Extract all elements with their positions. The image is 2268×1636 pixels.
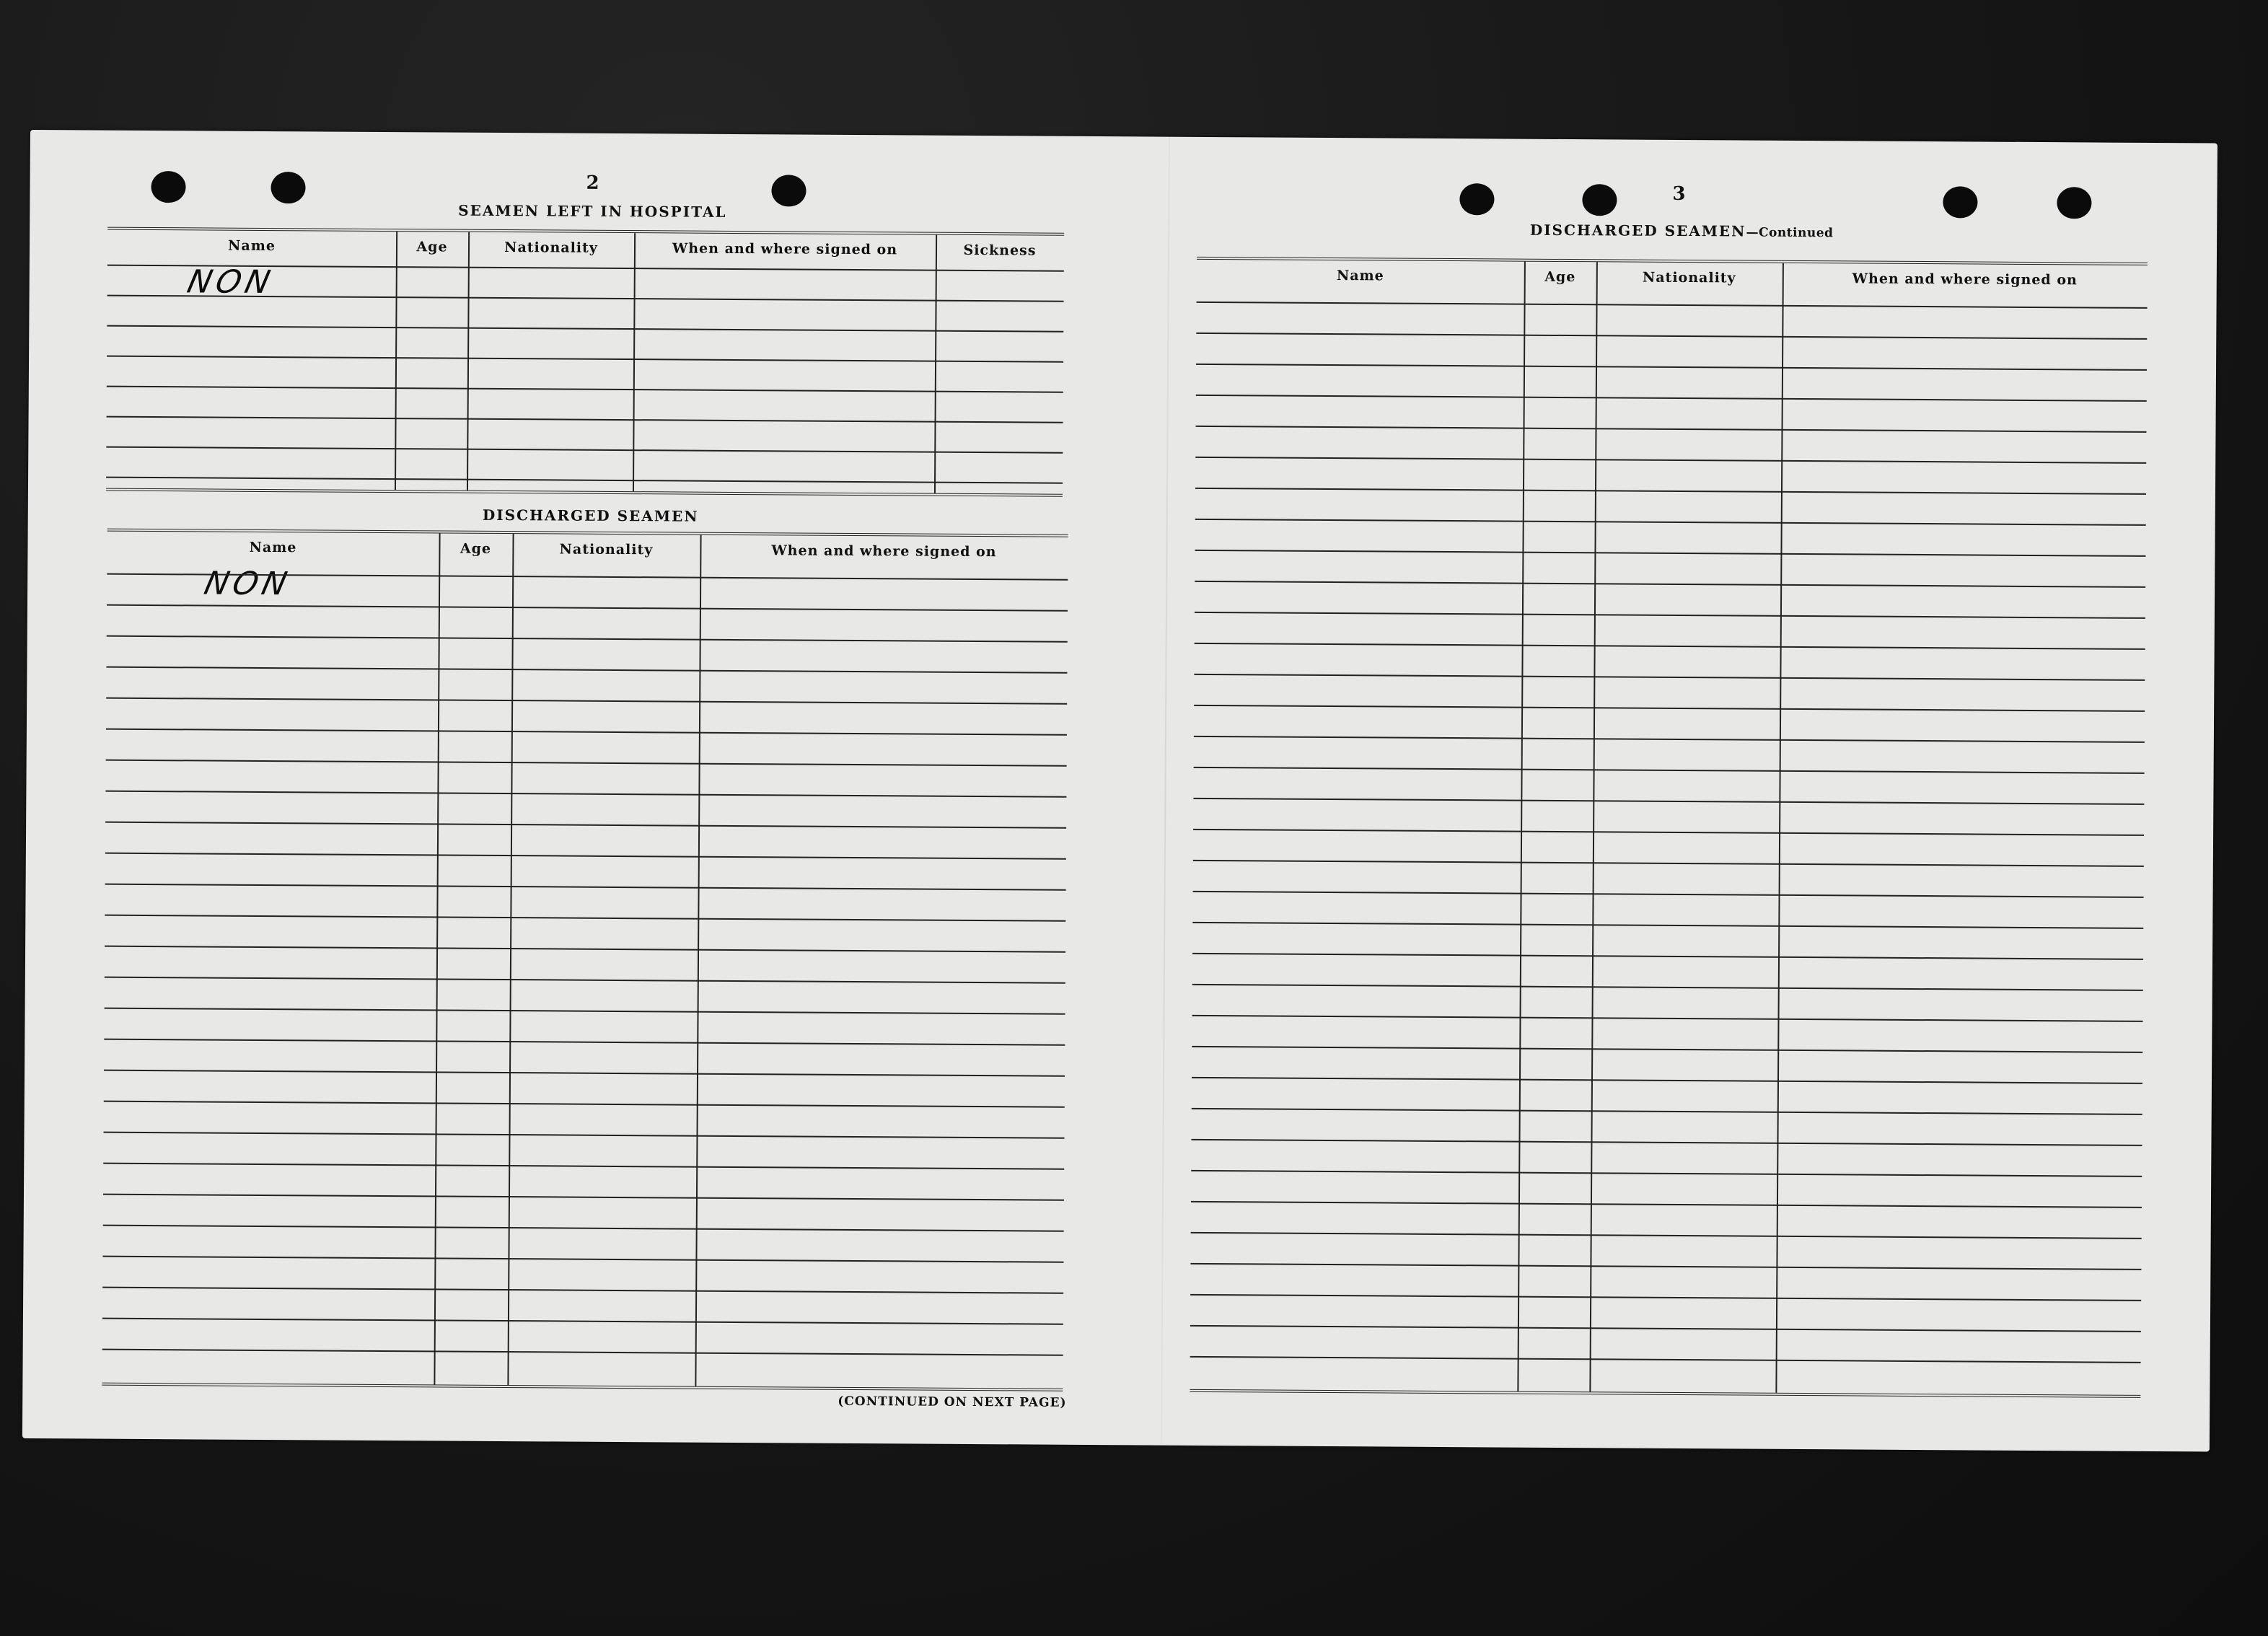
row-rule — [102, 1256, 1063, 1263]
punch-hole — [1582, 184, 1617, 216]
hospital-section-title: SEAMEN LEFT IN HOSPITAL — [458, 201, 727, 221]
column-divider — [434, 533, 440, 1384]
punch-hole — [1943, 186, 1977, 218]
row-rule — [105, 791, 1066, 798]
row-rule — [107, 386, 1063, 393]
hospital-col-signed-on: When and where signed on — [672, 240, 898, 258]
row-rule — [1192, 1046, 2142, 1053]
row-rule — [1194, 705, 2145, 712]
row-rule — [104, 1070, 1065, 1077]
row-rule — [105, 1008, 1065, 1015]
continued-col-age: Age — [1544, 268, 1576, 286]
row-rule — [1195, 457, 2146, 464]
discharged-section-title: DISCHARGED SEAMEN — [482, 506, 699, 525]
row-rule — [104, 1101, 1065, 1108]
row-rule — [1191, 1232, 2142, 1239]
continued-title-main: DISCHARGED SEAMEN — [1529, 221, 1746, 240]
row-rule — [1192, 1015, 2143, 1022]
discharged-col-name: Name — [249, 539, 297, 556]
row-rule — [106, 729, 1067, 736]
row-rule — [104, 1039, 1065, 1046]
row-rule — [1194, 736, 2145, 743]
row-rule — [107, 636, 1068, 643]
document-sheet — [22, 130, 2218, 1451]
discharged-entry-name: NON — [201, 565, 295, 603]
column-divider — [467, 232, 470, 491]
row-rule — [107, 325, 1063, 333]
row-rule — [1191, 1139, 2142, 1146]
row-rule — [1196, 395, 2147, 402]
row-rule — [105, 915, 1065, 922]
row-rule — [1195, 488, 2146, 495]
row-rule — [106, 667, 1067, 674]
row-rule — [1195, 581, 2145, 588]
left-page-number: 2 — [586, 172, 599, 194]
row-rule — [106, 760, 1067, 767]
center-fold — [1161, 137, 1170, 1446]
row-rule — [1190, 1325, 2141, 1332]
column-divider — [395, 232, 397, 490]
row-rule — [1192, 1108, 2142, 1115]
row-rule — [106, 477, 1063, 484]
row-rule — [1195, 519, 2146, 526]
punch-hole — [2057, 187, 2091, 219]
continued-footer: (CONTINUED ON NEXT PAGE) — [838, 1394, 1067, 1410]
row-rule — [1195, 550, 2145, 557]
hospital-col-sickness: Sickness — [963, 242, 1037, 259]
discharged-row-rules — [107, 532, 1068, 537]
row-rule — [1190, 1356, 2141, 1363]
row-rule — [107, 604, 1068, 612]
row-rule — [1192, 953, 2143, 960]
row-rule — [1196, 333, 2147, 340]
row-rule — [1197, 302, 2148, 309]
column-divider — [934, 235, 937, 493]
discharged-table — [102, 529, 1068, 1391]
hospital-col-name: Name — [228, 237, 276, 255]
row-rule — [1195, 643, 2145, 650]
row-rule — [102, 1318, 1063, 1325]
continued-col-name: Name — [1336, 268, 1384, 284]
row-rule — [102, 1349, 1063, 1356]
row-rule — [103, 1225, 1064, 1232]
column-divider — [1775, 263, 1784, 1393]
row-rule — [1194, 674, 2145, 681]
row-rule — [105, 884, 1066, 891]
row-rule — [105, 822, 1066, 829]
continued-col-signed-on: When and where signed on — [1852, 271, 2078, 289]
row-rule — [1194, 767, 2145, 774]
discharged-col-nationality: Nationality — [559, 541, 654, 558]
hospital-entry-name: NON — [184, 263, 278, 302]
hospital-col-nationality: Nationality — [504, 239, 598, 256]
row-rule — [1191, 1201, 2142, 1208]
continued-row-rules — [1197, 260, 2148, 265]
row-rule — [103, 1163, 1064, 1170]
continued-title-sub: —Continued — [1746, 225, 1834, 241]
row-rule — [103, 1194, 1064, 1201]
row-rule — [1193, 860, 2144, 867]
row-rule — [1192, 984, 2143, 991]
column-divider — [1517, 262, 1526, 1391]
row-rule — [105, 853, 1066, 860]
right-page-number: 3 — [1672, 182, 1686, 206]
row-rule — [1193, 798, 2144, 805]
hospital-col-age: Age — [416, 239, 448, 255]
row-rule — [106, 447, 1063, 454]
row-rule — [107, 416, 1063, 423]
row-rule — [105, 946, 1065, 953]
discharged-col-signed-on: When and where signed on — [771, 542, 997, 560]
row-rule — [1196, 364, 2147, 371]
row-rule — [107, 356, 1063, 363]
punch-hole — [271, 172, 305, 203]
row-rule — [1193, 891, 2144, 898]
row-rule — [1193, 829, 2144, 836]
column-divider — [633, 233, 636, 491]
row-rule — [102, 1287, 1063, 1294]
hospital-table — [106, 227, 1064, 497]
continued-table — [1190, 257, 2148, 1398]
row-rule — [1190, 1294, 2141, 1301]
punch-hole — [151, 171, 185, 203]
punch-hole — [1459, 183, 1494, 215]
row-rule — [1190, 1263, 2141, 1270]
row-rule — [1195, 612, 2145, 619]
continued-section-title — [1487, 221, 1876, 240]
continued-col-nationality: Nationality — [1642, 269, 1736, 286]
column-divider — [1589, 262, 1598, 1391]
row-rule — [1196, 426, 2147, 433]
row-rule — [104, 1132, 1065, 1139]
punch-hole — [771, 175, 806, 206]
row-rule — [1191, 1170, 2142, 1177]
row-rule — [105, 977, 1065, 984]
row-rule — [106, 698, 1067, 705]
row-rule — [1192, 1077, 2142, 1084]
row-rule — [1192, 922, 2143, 929]
discharged-col-age: Age — [460, 540, 492, 557]
